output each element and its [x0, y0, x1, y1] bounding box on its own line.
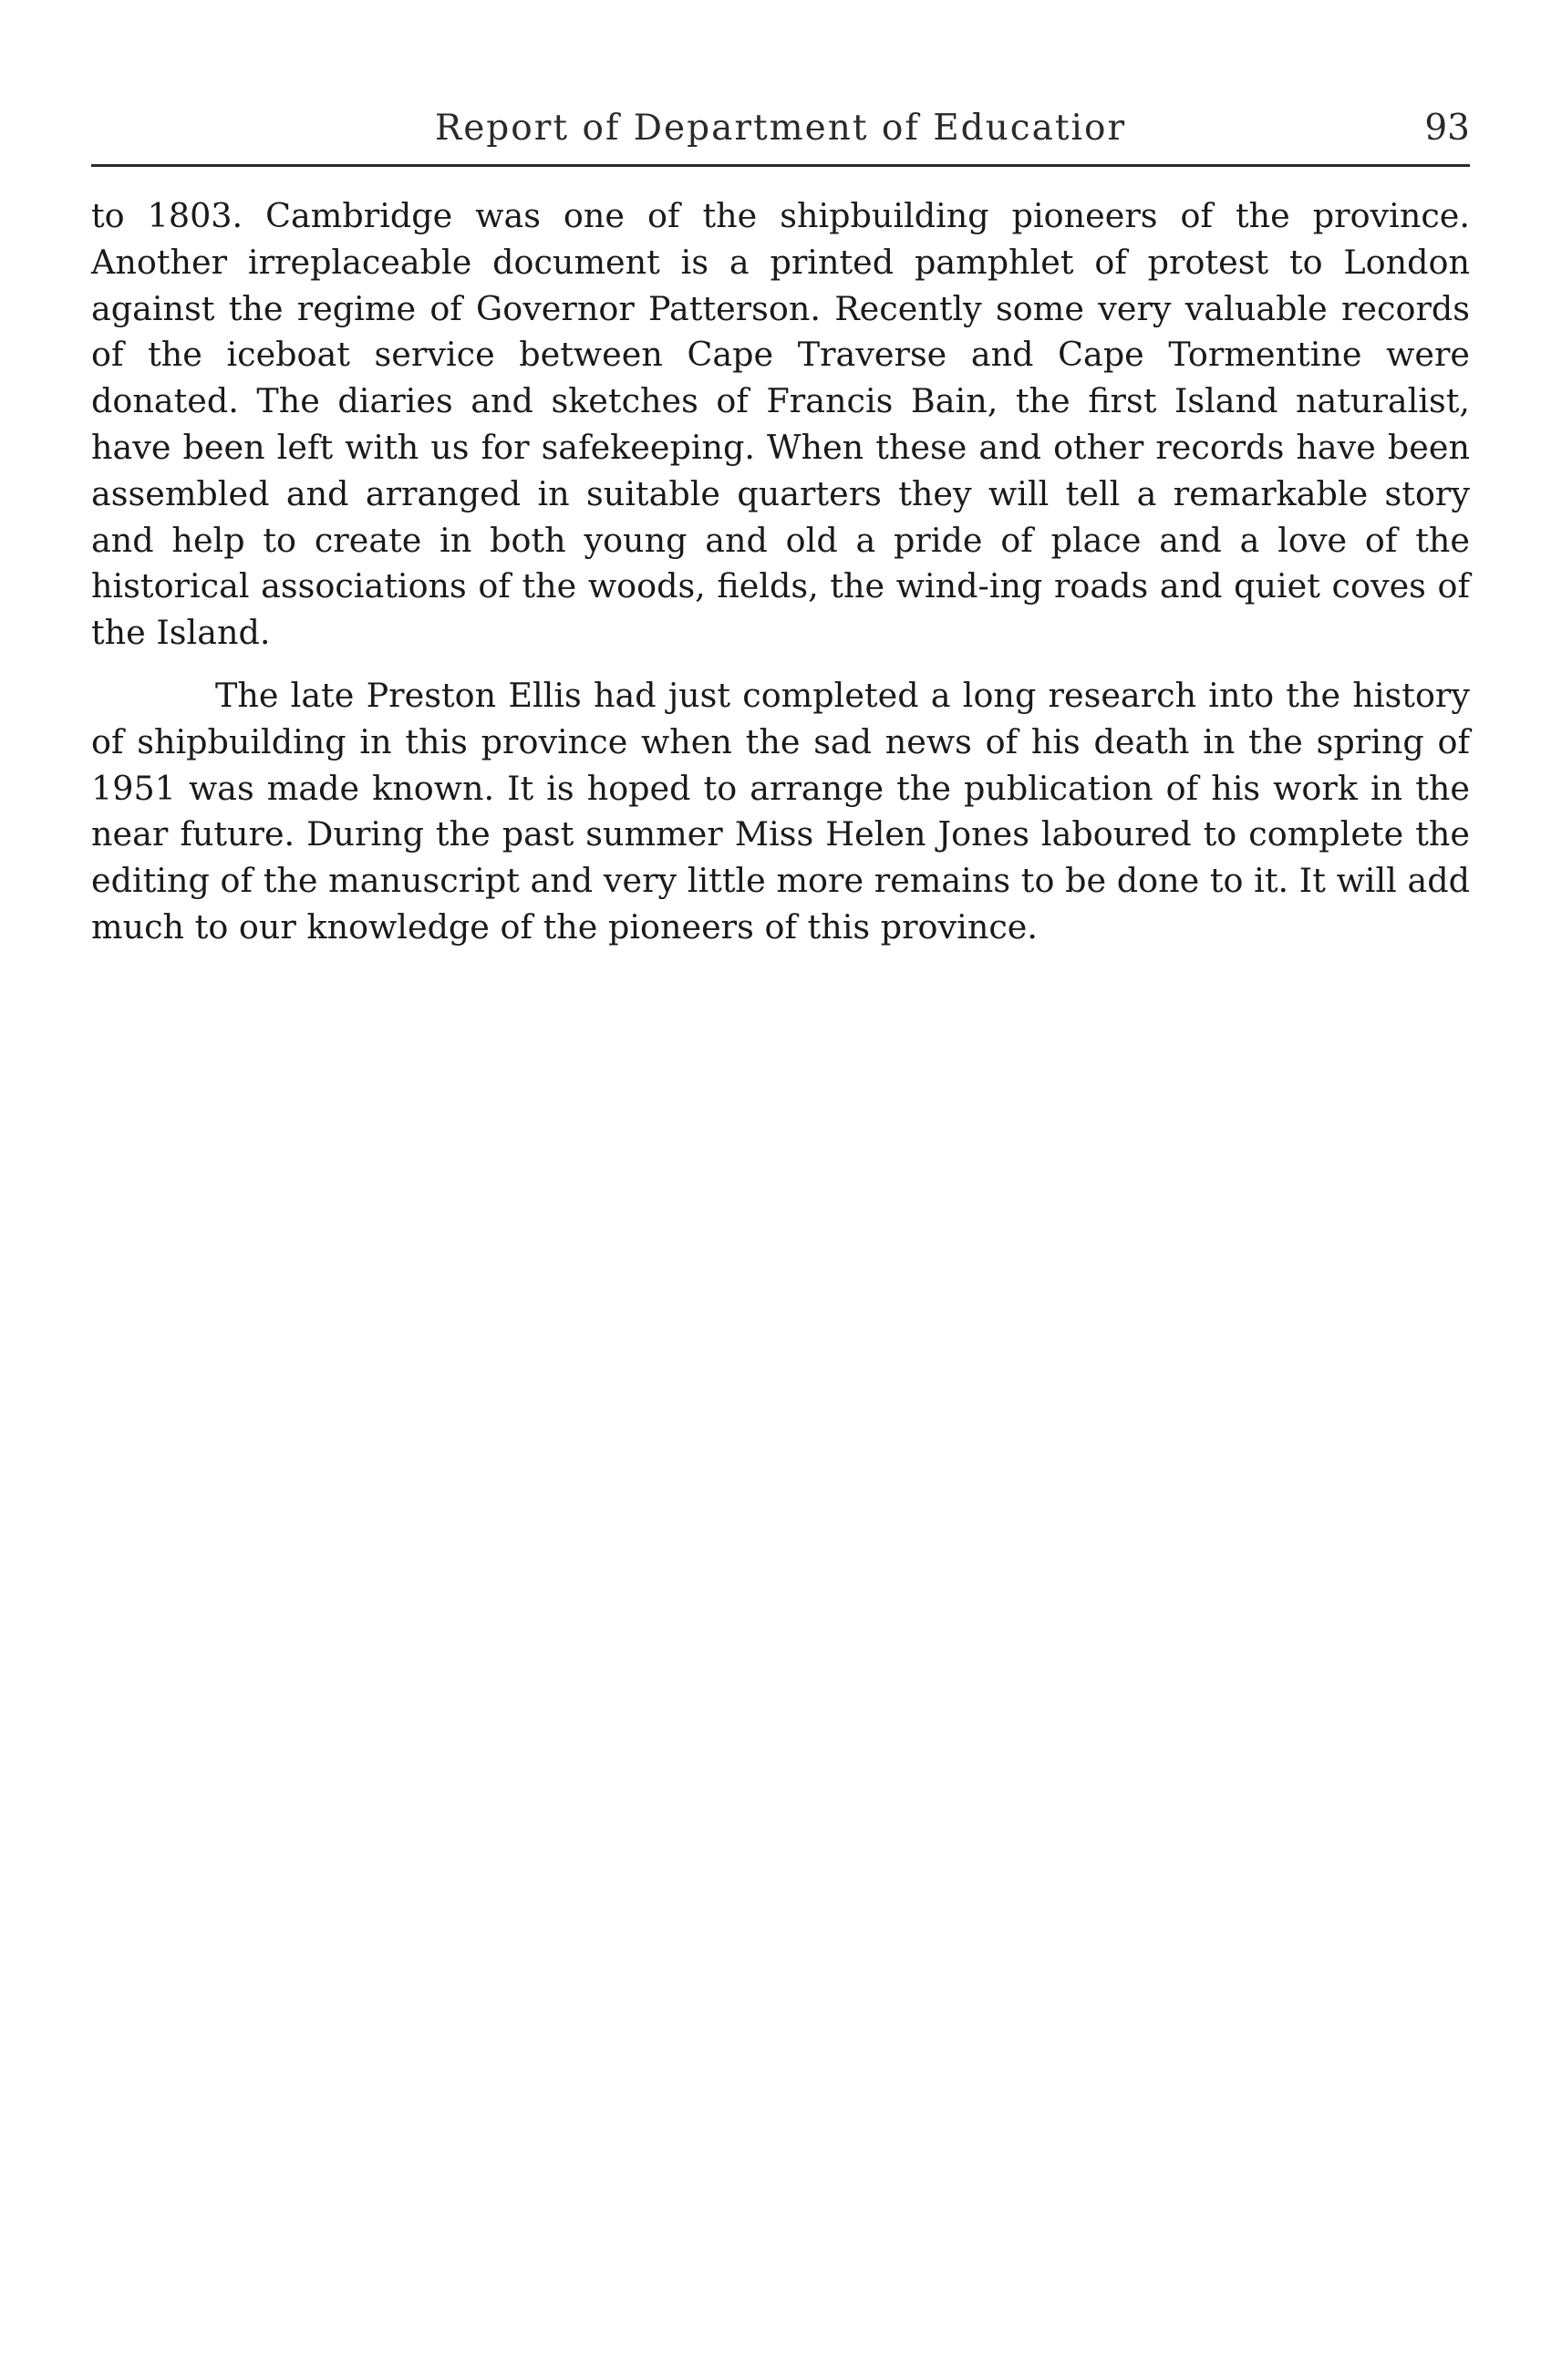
body-text: [91, 193, 1470, 951]
page-number: 93: [1424, 108, 1470, 149]
header-rule: [91, 164, 1470, 167]
running-header: [91, 108, 1470, 162]
paragraph-continued: to 1803. Cambridge was one of the shipbuilding pioneers of the province. Another irreplaceable document is a printed pamphlet of protest to London against the regime of Governor Patterson. Recently some very valuable records of the iceboat service between Cape Traverse and Cape Tormentine were donated. The diaries and sketches of Francis Bain, the first Island naturalist, have been left with us for safekeeping. When these and other records have been assembled and arranged in suitable quarters they will tell a remarkable story and help to create in both young and old a pride of place and a love of the historical associations of the woods, fields, the wind-ing roads and quiet coves of the Island.: [91, 196, 1470, 653]
running-title: Report of Department of Educatior: [434, 108, 1127, 149]
paragraph-preston-ellis: The late Preston Ellis had just completed a long research into the history of shipbuilding in this province when the sad news of his death in the spring of 1951 was made known. It is hoped to arrange the publication of his work in the near future. During the past summer Miss Helen Jones laboured to complete the editing of the manuscript and very little more remains to be done to it. It will add much to our knowledge of the pioneers of this province.: [91, 675, 1470, 947]
